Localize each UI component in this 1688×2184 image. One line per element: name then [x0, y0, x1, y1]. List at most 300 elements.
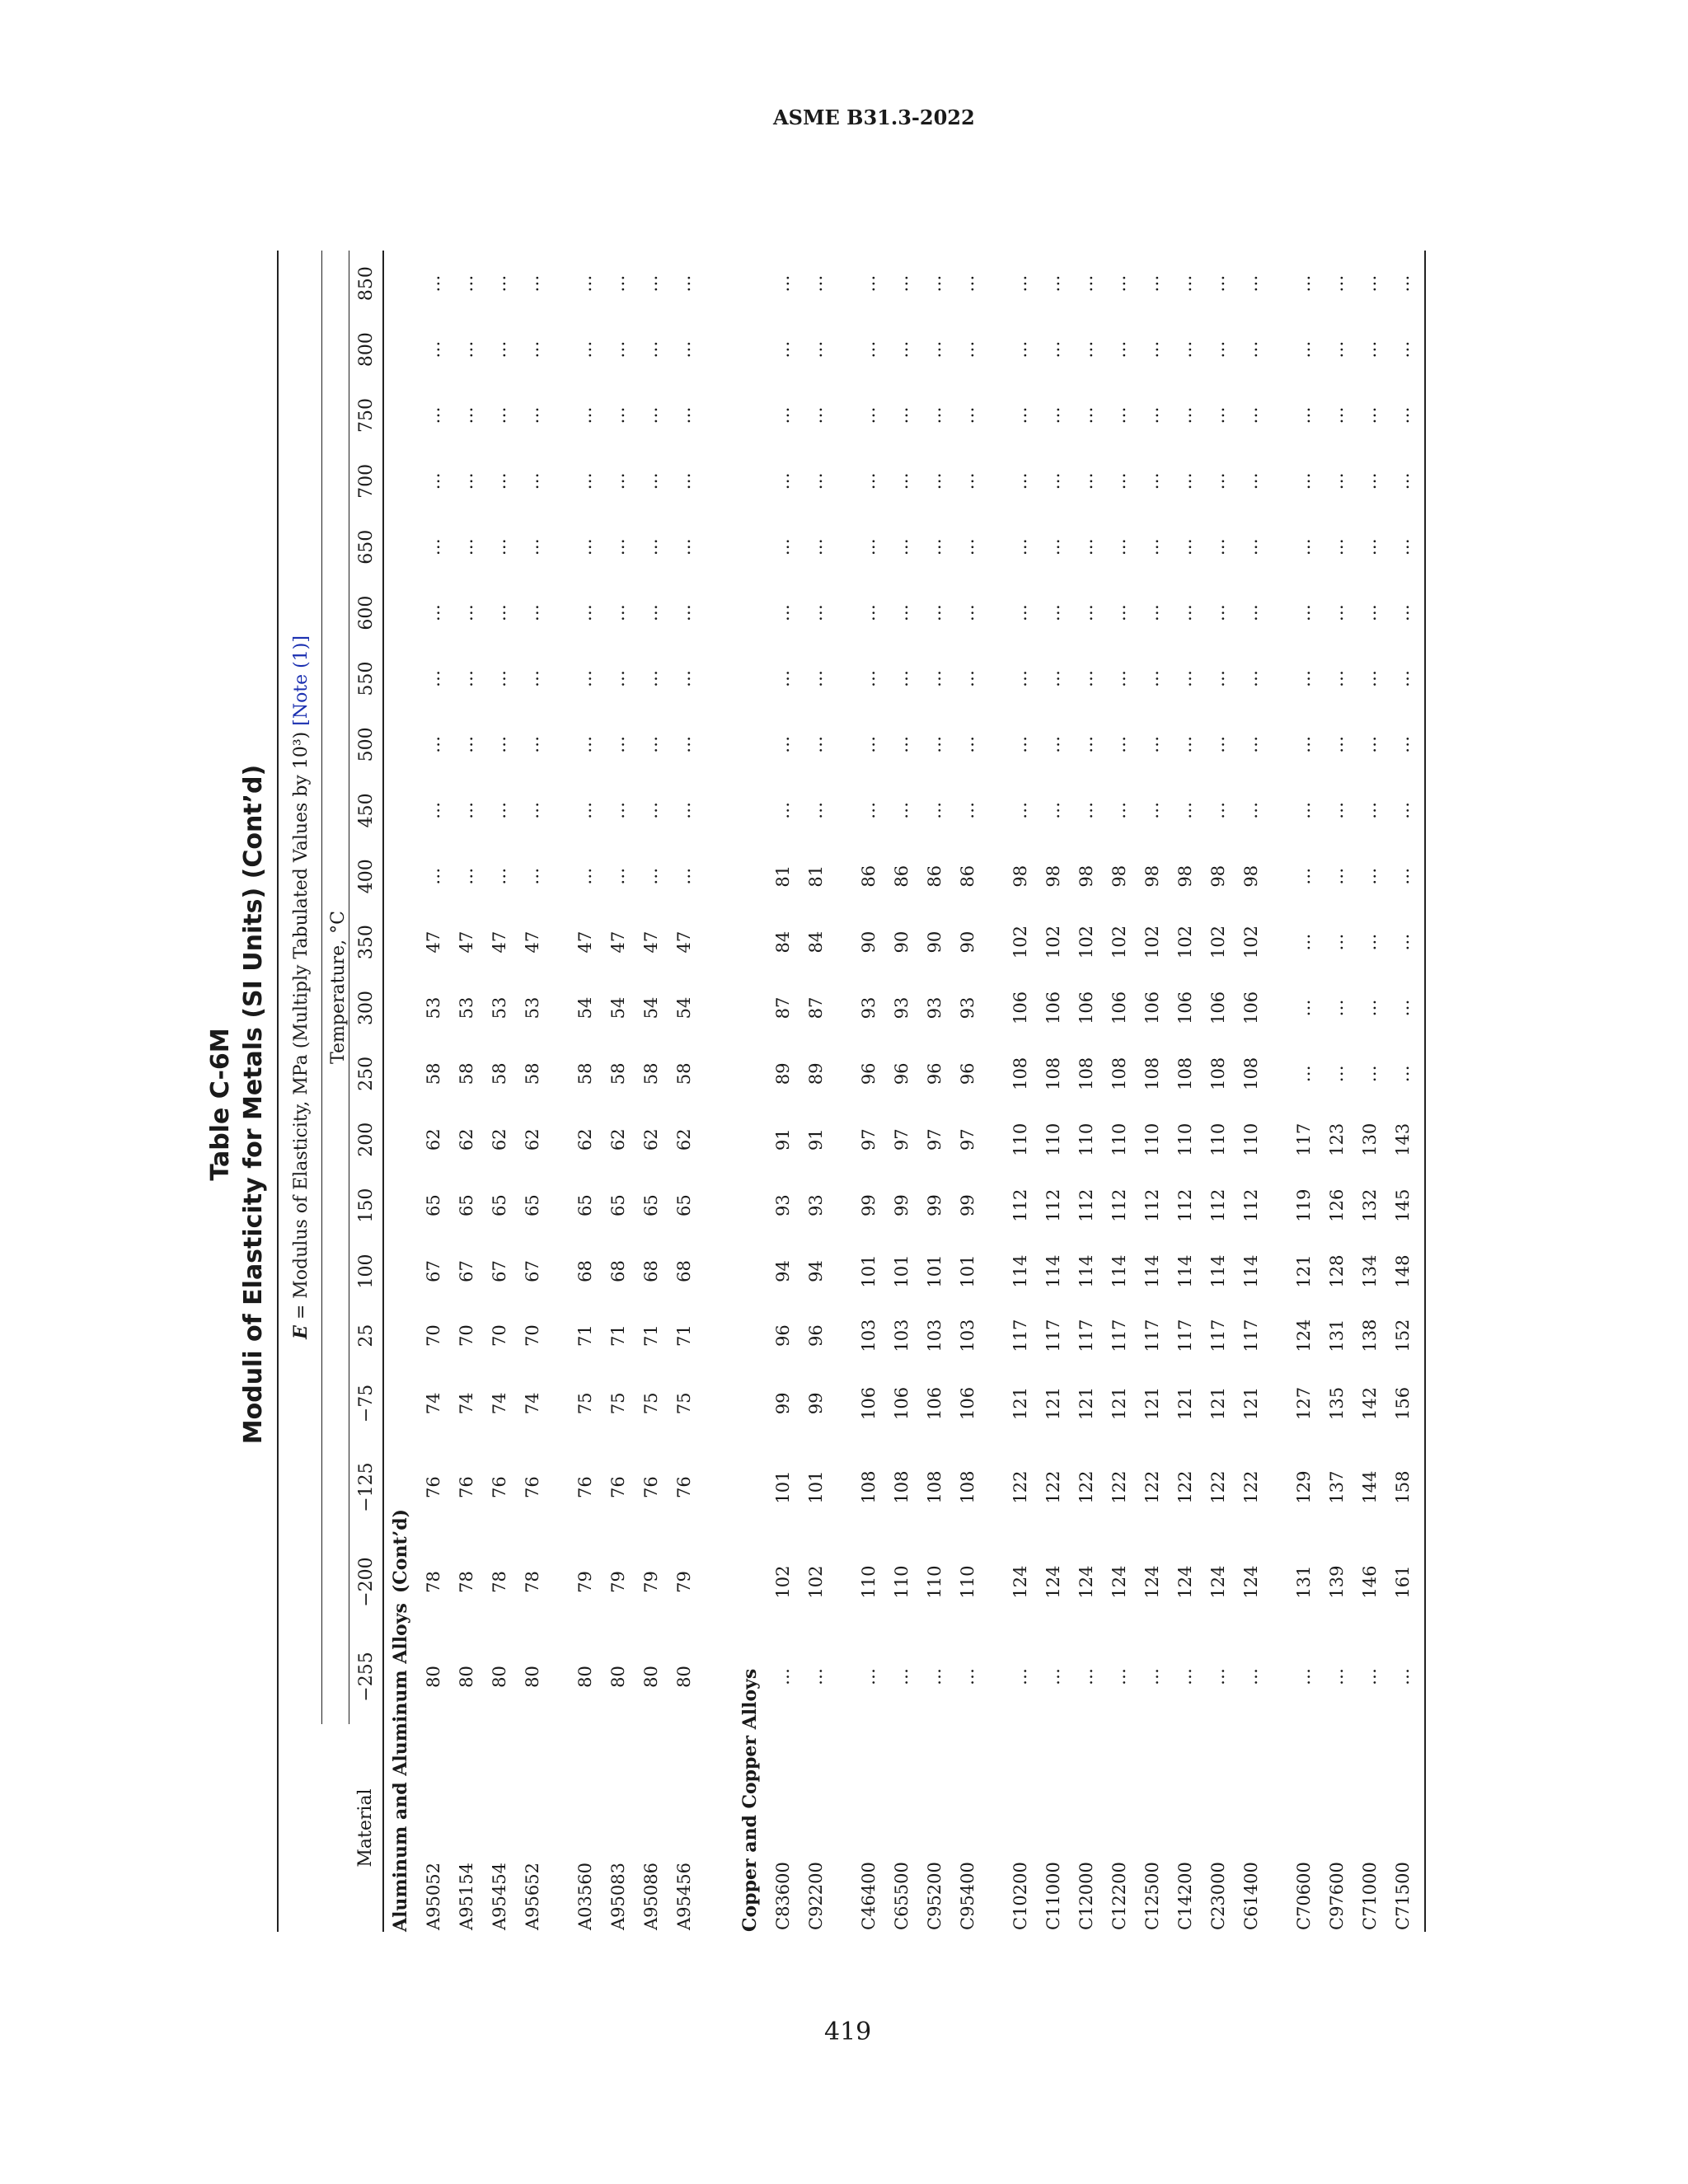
value-cell: …	[1294, 538, 1314, 556]
table-row	[483, 251, 516, 1932]
value-cell: …	[1393, 801, 1413, 819]
value-cell: 98	[1043, 865, 1063, 888]
value-cell: …	[1294, 933, 1314, 951]
value-cell: 114	[1241, 1254, 1261, 1288]
temp-header-cell: 200	[349, 1107, 384, 1173]
bottom-rule	[1419, 251, 1425, 1932]
value-cell: …	[1043, 604, 1063, 622]
value-cell: 71	[575, 1324, 595, 1347]
value-cell: …	[641, 801, 661, 819]
table-row	[1136, 251, 1169, 1932]
value-cell: …	[1294, 867, 1314, 885]
value-cell: 108	[1208, 1057, 1228, 1090]
value-cell: …	[457, 406, 476, 424]
temperature-label: Temperature, °C	[322, 251, 349, 1724]
value-cell: …	[1360, 1065, 1380, 1083]
material-cell: C46400	[859, 1862, 879, 1930]
table-row	[767, 251, 799, 1932]
value-cell: 144	[1360, 1470, 1380, 1504]
value-cell: 76	[641, 1476, 661, 1498]
section-title: Aluminum and Aluminum Alloys	[390, 1603, 411, 1932]
value-cell: …	[892, 670, 912, 688]
value-cell: …	[859, 735, 879, 753]
table-row	[951, 251, 984, 1932]
temp-header-cell: 800	[349, 316, 384, 382]
column-header-row	[349, 251, 384, 1932]
value-cell: …	[1010, 1668, 1030, 1686]
value-cell: 68	[575, 1260, 595, 1282]
value-cell: …	[457, 670, 476, 688]
caption-text: = Modulus of Elasticity, MPa (Multiply Tabulated Values by 10³)	[291, 725, 312, 1326]
value-cell: 80	[575, 1666, 595, 1688]
value-cell: 102	[1076, 926, 1096, 959]
value-cell: …	[958, 735, 978, 753]
value-cell: …	[1393, 538, 1413, 556]
value-cell: 79	[608, 1571, 628, 1593]
value-cell: …	[457, 604, 476, 622]
value-cell: 81	[806, 865, 826, 888]
value-cell: …	[641, 867, 661, 885]
value-cell: 114	[1142, 1254, 1162, 1288]
table-row	[516, 251, 549, 1932]
value-cell: 94	[806, 1260, 826, 1282]
temp-header-cell: 650	[349, 514, 384, 580]
page-number: 419	[824, 2018, 872, 2046]
value-cell: 110	[925, 1565, 945, 1599]
value-cell: 108	[1010, 1057, 1030, 1090]
value-cell: …	[1076, 1668, 1096, 1686]
value-cell: 99	[859, 1194, 879, 1217]
material-cell: C12200	[1109, 1862, 1129, 1930]
value-cell: …	[1142, 604, 1162, 622]
value-cell: …	[674, 801, 694, 819]
value-cell: 97	[859, 1128, 879, 1151]
value-cell: 101	[925, 1254, 945, 1288]
value-cell: …	[892, 801, 912, 819]
value-cell: 161	[1393, 1565, 1413, 1599]
value-cell: 93	[892, 996, 912, 1019]
value-cell: …	[1241, 340, 1261, 359]
value-cell: 108	[1076, 1057, 1096, 1090]
value-cell: …	[641, 274, 661, 293]
value-cell: …	[1327, 999, 1347, 1017]
value-cell: …	[773, 274, 793, 293]
value-cell: 79	[641, 1571, 661, 1593]
value-cell: 76	[608, 1476, 628, 1498]
value-cell: 124	[1175, 1565, 1195, 1599]
value-cell: …	[1010, 340, 1030, 359]
material-cell: A95052	[424, 1863, 443, 1930]
value-cell: 122	[1109, 1470, 1129, 1504]
value-cell: 68	[674, 1260, 694, 1282]
value-cell: 98	[1142, 865, 1162, 888]
table-row	[852, 251, 885, 1932]
value-cell: 53	[424, 996, 443, 1019]
value-cell: 98	[1175, 865, 1195, 888]
value-cell: …	[1294, 340, 1314, 359]
value-cell: 148	[1393, 1254, 1413, 1288]
table-row	[1169, 251, 1202, 1932]
material-cell: C61400	[1241, 1862, 1261, 1930]
table-row	[1202, 251, 1235, 1932]
value-cell: …	[1142, 670, 1162, 688]
value-cell: …	[925, 1668, 945, 1686]
value-cell: …	[641, 406, 661, 424]
value-cell: 101	[773, 1470, 793, 1504]
material-cell: C12500	[1142, 1862, 1162, 1930]
value-cell: …	[806, 274, 826, 293]
value-cell: 121	[1294, 1254, 1314, 1288]
value-cell: 96	[773, 1324, 793, 1347]
value-cell: …	[608, 406, 628, 424]
value-cell: …	[1076, 538, 1096, 556]
value-cell: 76	[490, 1476, 509, 1498]
value-cell: …	[575, 340, 595, 359]
value-cell: 62	[523, 1128, 542, 1151]
value-cell: …	[1076, 340, 1096, 359]
running-header: ASME B31.3-2022	[773, 105, 975, 129]
value-cell: 117	[1076, 1319, 1096, 1352]
value-cell: 124	[1294, 1319, 1314, 1352]
value-cell: …	[575, 670, 595, 688]
value-cell: …	[575, 274, 595, 293]
value-cell: …	[523, 867, 542, 885]
value-cell: …	[641, 604, 661, 622]
value-cell: 101	[958, 1254, 978, 1288]
value-cell: 121	[1010, 1386, 1030, 1420]
value-cell: 47	[523, 930, 542, 954]
value-cell: 106	[1043, 991, 1063, 1025]
value-cell: …	[1294, 274, 1314, 293]
value-cell: 76	[424, 1476, 443, 1498]
value-cell: 117	[1010, 1319, 1030, 1352]
value-cell: 99	[773, 1392, 793, 1415]
value-cell: 124	[1076, 1565, 1096, 1599]
modulus-caption	[280, 251, 322, 1724]
value-cell: …	[925, 274, 945, 293]
value-cell: 90	[925, 930, 945, 954]
value-cell: …	[1360, 670, 1380, 688]
value-cell: …	[958, 538, 978, 556]
value-cell: …	[806, 670, 826, 688]
value-cell: …	[958, 406, 978, 424]
value-cell: …	[1142, 472, 1162, 490]
value-cell: 102	[1175, 926, 1195, 959]
value-cell: 103	[925, 1319, 945, 1352]
value-cell: …	[1360, 472, 1380, 490]
value-cell: 62	[457, 1128, 476, 1151]
value-cell: …	[859, 670, 879, 688]
value-cell: 76	[523, 1476, 542, 1498]
value-cell: …	[1109, 1668, 1129, 1686]
value-cell: …	[523, 735, 542, 753]
value-cell: 87	[773, 996, 793, 1019]
value-cell: …	[641, 670, 661, 688]
value-cell: …	[490, 801, 509, 819]
block-spacer	[1268, 251, 1287, 1932]
value-cell: 93	[859, 996, 879, 1019]
value-cell: …	[1294, 1668, 1314, 1686]
value-cell: 121	[1076, 1386, 1096, 1420]
temp-header-cell: 300	[349, 975, 384, 1041]
value-cell: …	[892, 340, 912, 359]
value-cell: 74	[490, 1392, 509, 1415]
value-cell: …	[1294, 1065, 1314, 1083]
value-cell: 67	[457, 1260, 476, 1282]
value-cell: …	[773, 801, 793, 819]
value-cell: …	[1010, 801, 1030, 819]
value-cell: …	[1043, 801, 1063, 819]
value-cell: …	[1208, 274, 1228, 293]
value-cell: 96	[806, 1324, 826, 1347]
material-cell: C70600	[1294, 1862, 1314, 1930]
material-cell: A95083	[608, 1863, 628, 1930]
value-cell: 130	[1360, 1122, 1380, 1156]
value-cell: …	[892, 735, 912, 753]
value-cell: 108	[859, 1470, 879, 1504]
value-cell: 80	[523, 1666, 542, 1688]
value-cell: 53	[490, 996, 509, 1019]
value-cell: …	[1294, 735, 1314, 753]
table-row	[918, 251, 951, 1932]
value-cell: …	[1241, 1668, 1261, 1686]
value-cell: 106	[1175, 991, 1195, 1025]
value-cell: 110	[958, 1565, 978, 1599]
value-cell: …	[1360, 274, 1380, 293]
value-cell: 106	[1241, 991, 1261, 1025]
value-cell: 68	[608, 1260, 628, 1282]
temp-header-cell: 350	[349, 909, 384, 975]
spacer-cell	[1268, 251, 1287, 1932]
value-cell: …	[859, 472, 879, 490]
value-cell: 121	[1043, 1386, 1063, 1420]
value-cell: 47	[457, 930, 476, 954]
value-cell: 106	[1076, 991, 1096, 1025]
value-cell: 65	[641, 1194, 661, 1217]
value-cell: …	[925, 538, 945, 556]
value-cell: 86	[892, 865, 912, 888]
value-cell: 86	[859, 865, 879, 888]
value-cell: …	[1010, 670, 1030, 688]
value-cell: …	[1241, 670, 1261, 688]
value-cell: …	[641, 340, 661, 359]
value-cell: 121	[1109, 1386, 1129, 1420]
value-cell: 70	[457, 1324, 476, 1347]
value-cell: 124	[1010, 1565, 1030, 1599]
value-cell: …	[523, 538, 542, 556]
value-cell: 58	[608, 1062, 628, 1085]
table-body	[383, 251, 1425, 1932]
value-cell: 90	[892, 930, 912, 954]
value-cell: 65	[457, 1194, 476, 1217]
value-cell: 99	[806, 1392, 826, 1415]
value-cell: 65	[608, 1194, 628, 1217]
value-cell: …	[575, 472, 595, 490]
value-cell: …	[1327, 1668, 1347, 1686]
value-cell: 102	[1241, 926, 1261, 959]
value-cell: …	[1109, 801, 1129, 819]
value-cell: 96	[925, 1062, 945, 1085]
value-cell: …	[1076, 472, 1096, 490]
value-cell: 129	[1294, 1470, 1314, 1504]
value-cell: 121	[1241, 1386, 1261, 1420]
table-row	[1004, 251, 1037, 1932]
value-cell: 87	[806, 996, 826, 1019]
value-cell: …	[1142, 801, 1162, 819]
value-cell: …	[892, 406, 912, 424]
table-row	[668, 251, 701, 1932]
value-cell: 108	[1142, 1057, 1162, 1090]
table-row	[635, 251, 668, 1932]
value-cell: …	[1360, 867, 1380, 885]
value-cell: …	[1393, 735, 1413, 753]
value-cell: 112	[1241, 1188, 1261, 1222]
value-cell: 102	[773, 1565, 793, 1599]
temp-header-cell: −125	[349, 1440, 384, 1535]
value-cell: …	[1208, 604, 1228, 622]
value-cell: 102	[1043, 926, 1063, 959]
value-cell: …	[1175, 735, 1195, 753]
temperature-row	[322, 251, 349, 1932]
value-cell: 112	[1043, 1188, 1063, 1222]
value-cell: …	[1294, 406, 1314, 424]
value-cell: 98	[1010, 865, 1030, 888]
value-cell: 78	[490, 1571, 509, 1593]
temp-header-cell: 550	[349, 646, 384, 712]
value-cell: 119	[1294, 1188, 1314, 1222]
value-cell: …	[1142, 735, 1162, 753]
value-cell: 80	[424, 1666, 443, 1688]
temp-header-cell: 450	[349, 777, 384, 843]
value-cell: 112	[1010, 1188, 1030, 1222]
value-cell: 121	[1208, 1386, 1228, 1420]
value-cell: 68	[641, 1260, 661, 1282]
value-cell: 62	[575, 1128, 595, 1151]
caption-blank	[280, 1724, 322, 1932]
value-cell: 102	[1142, 926, 1162, 959]
value-cell: …	[1175, 1668, 1195, 1686]
value-cell: …	[523, 801, 542, 819]
value-cell: …	[608, 472, 628, 490]
value-cell: …	[1043, 670, 1063, 688]
value-cell: 112	[1175, 1188, 1195, 1222]
value-cell: …	[1043, 406, 1063, 424]
value-cell: …	[1076, 735, 1096, 753]
temp-header-cell: 500	[349, 711, 384, 777]
value-cell: …	[424, 472, 443, 490]
value-cell: …	[859, 274, 879, 293]
value-cell: …	[773, 406, 793, 424]
value-cell: 131	[1327, 1319, 1347, 1352]
value-cell: 110	[859, 1565, 879, 1599]
value-cell: …	[1393, 933, 1413, 951]
value-cell: 47	[674, 930, 694, 954]
material-cell: C95400	[958, 1862, 978, 1930]
value-cell: …	[806, 538, 826, 556]
value-cell: 62	[641, 1128, 661, 1151]
value-cell: 91	[806, 1128, 826, 1151]
value-cell: 67	[490, 1260, 509, 1282]
value-cell: 126	[1327, 1188, 1347, 1222]
value-cell: 122	[1142, 1470, 1162, 1504]
value-cell: 122	[1241, 1470, 1261, 1504]
value-cell: 108	[892, 1470, 912, 1504]
value-cell: 80	[674, 1666, 694, 1688]
value-cell: …	[1109, 735, 1129, 753]
value-cell: 108	[925, 1470, 945, 1504]
value-cell: 99	[892, 1194, 912, 1217]
value-cell: …	[1010, 538, 1030, 556]
value-cell: …	[1043, 735, 1063, 753]
value-cell: 90	[859, 930, 879, 954]
value-cell: 80	[608, 1666, 628, 1688]
value-cell: 117	[1043, 1319, 1063, 1352]
temp-header-cell: 400	[349, 843, 384, 909]
value-cell: …	[1327, 670, 1347, 688]
value-cell: …	[1241, 538, 1261, 556]
section-heading	[383, 251, 417, 1932]
value-cell: …	[457, 867, 476, 885]
value-cell: 89	[806, 1062, 826, 1085]
value-cell: …	[1010, 472, 1030, 490]
value-cell: 110	[1175, 1122, 1195, 1156]
value-cell: 106	[958, 1386, 978, 1420]
value-cell: 110	[1043, 1122, 1063, 1156]
value-cell: 54	[641, 996, 661, 1019]
value-cell: 47	[490, 930, 509, 954]
value-cell: …	[608, 604, 628, 622]
value-cell: …	[1327, 274, 1347, 293]
spacer-cell	[832, 251, 852, 1932]
gap-cell	[701, 251, 734, 1932]
value-cell: …	[1076, 274, 1096, 293]
value-cell: …	[1327, 735, 1347, 753]
value-cell: 110	[1208, 1122, 1228, 1156]
value-cell: 47	[424, 930, 443, 954]
value-cell: …	[575, 604, 595, 622]
value-cell: …	[958, 472, 978, 490]
value-cell: 99	[925, 1194, 945, 1217]
section-row	[383, 251, 417, 1932]
table-row	[569, 251, 602, 1932]
value-cell: 124	[1241, 1565, 1261, 1599]
value-cell: 96	[958, 1062, 978, 1085]
value-cell: 47	[575, 930, 595, 954]
temp-header-cell: 850	[349, 251, 384, 316]
value-cell: …	[1327, 867, 1347, 885]
value-cell: …	[859, 406, 879, 424]
material-cell: C71500	[1393, 1862, 1413, 1930]
table-row	[885, 251, 918, 1932]
material-cell: C92200	[806, 1862, 826, 1930]
value-cell: …	[1393, 604, 1413, 622]
value-cell: …	[575, 867, 595, 885]
value-cell: 128	[1327, 1254, 1347, 1288]
value-cell: …	[806, 604, 826, 622]
value-cell: 58	[457, 1062, 476, 1085]
value-cell: 135	[1327, 1386, 1347, 1420]
value-cell: …	[1327, 933, 1347, 951]
value-cell: 47	[641, 930, 661, 954]
value-cell: 84	[773, 930, 793, 954]
note-link[interactable]: [Note (1)]	[291, 635, 312, 726]
material-cell: A95456	[674, 1863, 694, 1930]
value-cell: …	[859, 340, 879, 359]
value-cell: …	[1208, 538, 1228, 556]
material-cell: C11000	[1043, 1862, 1063, 1930]
value-cell: 86	[958, 865, 978, 888]
value-cell: 78	[523, 1571, 542, 1593]
